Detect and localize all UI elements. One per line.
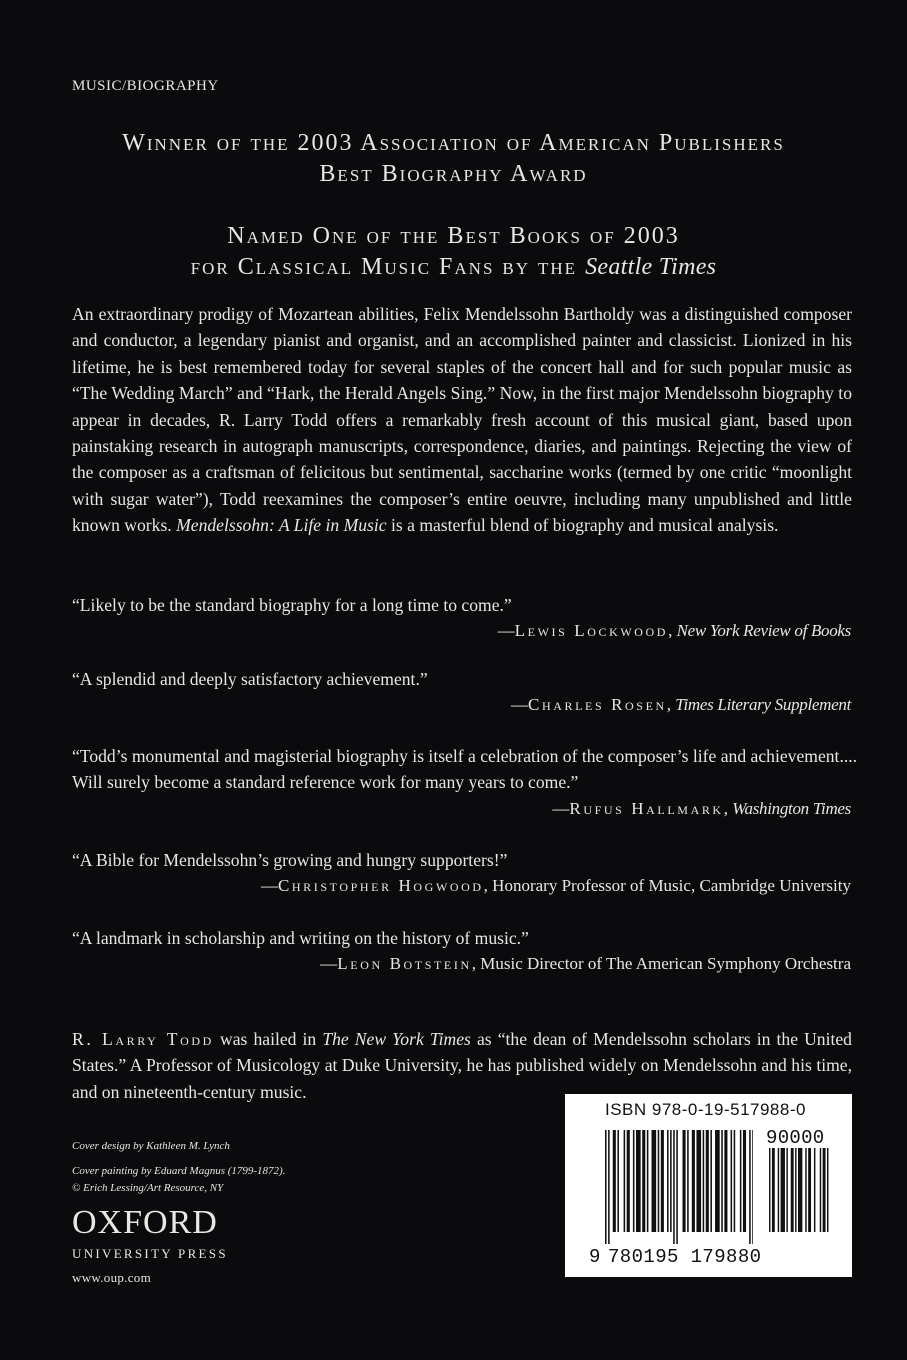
barcode-addon-bars [769, 1148, 833, 1244]
barcode-lead-digit: 9 [589, 1246, 601, 1268]
category-label: MUSIC/BIOGRAPHY [72, 78, 219, 94]
attribution-dash: — [497, 621, 515, 640]
named-heading [0, 221, 907, 283]
attribution-name: Charles Rosen [528, 695, 667, 714]
attribution-dash: — [320, 954, 338, 973]
named-line-2-prefix: for Classical Music Fans by the [190, 254, 578, 280]
attribution-name: Leon Botstein [337, 954, 472, 973]
barcode-main-bars [605, 1130, 753, 1244]
quote-attribution: —Rufus Hallmark, Washington Times [552, 799, 851, 818]
barcode-bar [633, 1130, 635, 1232]
barcode-bar [781, 1148, 785, 1232]
description-text: An extraordinary prodigy of Mozartean abilities, Felix Mendelssohn Bartholdy was a distinguished composer and conductor, a legendary pianist and organist, and an accomplished painter and classicist. Lionized in his lifetime, he is best remembered today for several staples of the concert hall and for such popular music as “The Wedding March” and “Hark, the Herald Angels Sing.” Now, in the first major Mendelssohn biography to appear in decades, R. Larry Todd offers a remarkably fresh account of this musical giant, based upon painstaking research in autograph manuscripts, correspondence, diaries, and paintings. Rejecting the view of the composer as a craftsman of felicitous but sentimental, saccharine works (termed by one critic “moonlight with sugar water”), Todd reexamines the composer’s entire oeuvre, including many unpublished and little known works. [72, 304, 852, 536]
named-line-2 [0, 252, 907, 283]
award-line-2: Best Biography Award [319, 161, 588, 187]
barcode-bar [827, 1148, 828, 1232]
named-line-1: Named One of the Best Books of 2003 [227, 223, 680, 249]
barcode-bar [721, 1130, 723, 1232]
isbn-label: ISBN 978-0-19-517988-0 [605, 1100, 806, 1119]
barcode-bar [687, 1130, 689, 1232]
quote-attribution: —Christopher Hogwood, Honorary Professor of Music, Cambridge University [260, 876, 851, 895]
barcode-bar [608, 1130, 610, 1244]
bio-publication: The New York Times [322, 1029, 471, 1049]
publisher-name: OXFORD [72, 1204, 218, 1241]
cover-painting-credit: Cover painting by Eduard Magnus (1799-1872). [72, 1165, 286, 1177]
award-line-1: Winner of the 2003 Association of American Publishers [122, 130, 785, 156]
barcode-bar [703, 1130, 705, 1232]
barcode-bar [814, 1148, 815, 1232]
quote-text: “A landmark in scholarship and writing on the history of music.” [72, 928, 529, 948]
quote-text: “Likely to be the standard biography for a long time to come.” [72, 595, 512, 615]
barcode-bar [617, 1130, 619, 1232]
barcode-bar [752, 1130, 753, 1244]
barcode-bar [786, 1148, 787, 1232]
quote-attribution: —Lewis Lockwood, New York Review of Books [497, 621, 851, 640]
bio-text-1: was hailed in [213, 1029, 323, 1049]
publisher-press: UNIVERSITY PRESS [72, 1246, 228, 1261]
barcode-bar [613, 1130, 616, 1232]
quote-text: “A splendid and deeply satisfactory achievement.” [72, 669, 428, 689]
bio-text-2: as “the dean of Mendelssohn scholars in the United States.” A Professor of Musicology at Duke University, he has published widely on Mendelssohn and his time, and on nineteenth-century music. [72, 1029, 852, 1102]
author-name: R. Larry Todd [72, 1029, 214, 1049]
barcode-bar [676, 1130, 678, 1244]
barcode-bar [823, 1148, 826, 1232]
barcode-panel [565, 1094, 852, 1277]
quote-text: “A Bible for Mendelssohn’s growing and hungry supporters!” [72, 850, 508, 870]
quote-text: “Todd’s monumental and magisterial biography is itself a celebration of the composer’s life and achievement.... Will surely become a standard reference work for many years to come.” [72, 746, 858, 793]
attribution-dash: — [511, 695, 529, 714]
attribution-source: Honorary Professor of Music, Cambridge University [492, 876, 851, 895]
barcode-bar [791, 1148, 794, 1232]
barcode-bar [696, 1130, 701, 1232]
barcode-bar [683, 1130, 686, 1232]
barcode-bar [749, 1130, 751, 1244]
barcode-bar [715, 1130, 720, 1232]
quote-attribution: —Leon Botstein, Music Director of The American Symphony Orchestra [320, 954, 851, 973]
barcode-bar [636, 1130, 641, 1232]
barcode-bar [743, 1130, 746, 1232]
attribution-source: New York Review of Books [676, 621, 851, 640]
barcode-bar [772, 1148, 775, 1232]
description-paragraph [72, 301, 852, 539]
award-heading [0, 128, 907, 190]
attribution-source: Washington Times [732, 799, 851, 818]
barcode-bar [642, 1130, 645, 1232]
attribution-source: Times Literary Supplement [675, 695, 851, 714]
book-title: Mendelssohn: A Life in Music [176, 515, 387, 536]
barcode-bar [724, 1130, 727, 1232]
barcode-bar [670, 1130, 672, 1232]
attribution-dash: — [552, 799, 570, 818]
description-tail: is a masterful blend of biography and musical analysis. [386, 515, 779, 536]
barcode-bar [624, 1130, 626, 1232]
attribution-name: Rufus Hallmark [569, 799, 724, 818]
attribution-source: Music Director of The American Symphony Orchestra [480, 954, 851, 973]
barcode-bar [627, 1130, 630, 1232]
barcode-main-digits: 780195 179880 [608, 1246, 762, 1268]
barcode-bar [605, 1130, 607, 1244]
barcode-bar [692, 1130, 695, 1232]
barcode-bar [667, 1130, 669, 1232]
barcode-bar [647, 1130, 649, 1232]
barcode-bar [731, 1130, 733, 1232]
barcode-bar [734, 1130, 736, 1232]
barcode-bar [706, 1130, 709, 1232]
attribution-dash: — [260, 876, 278, 895]
barcode-bar [769, 1148, 770, 1232]
quote-attribution: —Charles Rosen, Times Literary Supplement [511, 695, 851, 714]
barcode-bar [740, 1130, 742, 1232]
barcode-bar [673, 1130, 675, 1244]
named-line-2-publication: Seattle Times [585, 254, 717, 280]
barcode-bar [808, 1148, 811, 1232]
publisher-logo [72, 1206, 228, 1286]
cover-design-credit: Cover design by Kathleen M. Lynch [72, 1140, 230, 1152]
barcode-bar [652, 1130, 657, 1232]
attribution-name: Christopher Hogwood [277, 876, 484, 895]
barcode-bar [661, 1130, 664, 1232]
barcode-bar [820, 1148, 821, 1232]
barcode-bar [795, 1148, 796, 1232]
publisher-url: www.oup.com [72, 1270, 152, 1285]
barcode-bar [658, 1130, 660, 1232]
barcode-bar [778, 1148, 779, 1232]
barcode-bar [710, 1130, 712, 1232]
barcode-bar [805, 1148, 806, 1232]
barcode-bar [798, 1148, 802, 1232]
barcode-addon-digits: 90000 [766, 1127, 825, 1149]
rights-credit: © Erich Lessing/Art Resource, NY [72, 1182, 224, 1194]
cover-credits [72, 1138, 285, 1197]
attribution-name: Lewis Lockwood [514, 621, 669, 640]
